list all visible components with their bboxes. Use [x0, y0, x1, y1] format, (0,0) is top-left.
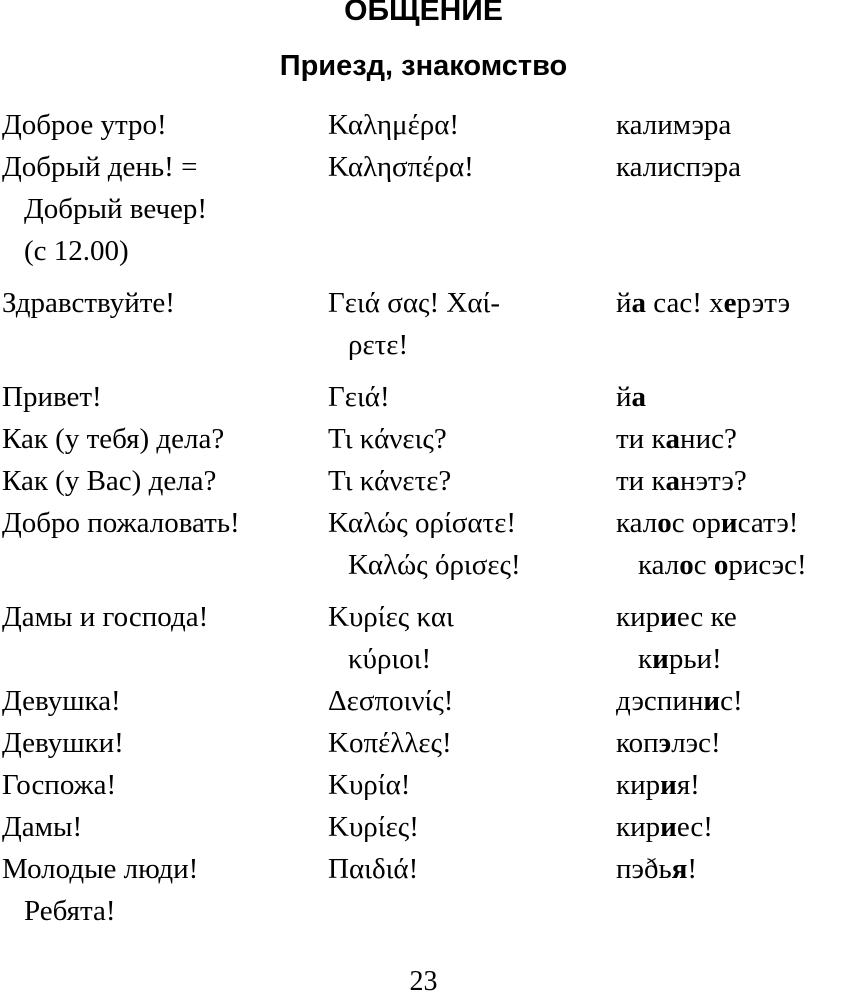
stressed-syllable: и	[660, 811, 677, 843]
transcription-segment: ес ке	[676, 601, 737, 633]
greek-phrase-line: Κοπέλλες!	[328, 727, 452, 759]
transcription	[616, 722, 847, 764]
stressed-syllable: е	[723, 287, 737, 319]
transcription	[616, 502, 847, 586]
transcription-segment: кал	[616, 507, 658, 539]
russian-phrase	[0, 146, 328, 272]
transcription	[616, 848, 847, 932]
transcription-line	[616, 460, 847, 502]
phrase-row	[0, 104, 847, 146]
transcription-segment: я!	[676, 769, 700, 801]
transcription-segment: с	[693, 549, 714, 581]
greek-phrase-line: Καλημέρα!	[328, 109, 460, 141]
transcription-segment: рьи!	[668, 643, 722, 675]
transcription-line	[616, 722, 847, 764]
transcription-segment: с!	[720, 685, 743, 717]
transcription-segment: кал	[638, 549, 680, 581]
russian-phrase-line: Молодые люди!	[2, 853, 199, 885]
russian-phrase	[0, 104, 328, 146]
transcription	[616, 418, 847, 460]
phrase-row	[0, 460, 847, 502]
russian-phrase	[0, 596, 328, 680]
russian-phrase-line: Добро пожаловать!	[2, 507, 240, 539]
greek-phrase	[328, 680, 616, 722]
greek-phrase-line: Τι κάνεις?	[328, 423, 447, 455]
greek-phrase	[328, 764, 616, 806]
transcription-segment: сатэ!	[737, 507, 799, 539]
russian-phrase-line: Ребята!	[24, 895, 116, 927]
transcription-segment: кир	[616, 811, 661, 843]
stressed-syllable: и	[720, 507, 738, 539]
greek-phrase	[328, 722, 616, 764]
transcription-segment: сас! х	[646, 287, 724, 319]
transcription-segment: с ор	[671, 507, 721, 539]
subsection-title: Приезд, знакомство	[279, 50, 568, 82]
stressed-syllable: о	[657, 507, 672, 539]
transcription-line	[616, 638, 847, 680]
russian-phrase-line: Как (у Вас) дела?	[2, 465, 217, 497]
phrase-row	[0, 418, 847, 460]
transcription-line	[616, 544, 847, 586]
phrase-row	[0, 680, 847, 722]
greek-phrase-line: Παιδιά!	[328, 853, 419, 885]
stressed-syllable: э	[658, 727, 672, 759]
phrase-row	[0, 502, 847, 586]
phrase-row	[0, 806, 847, 848]
transcription	[616, 104, 847, 146]
greek-phrase-line: Καλώς όρισες!	[348, 549, 521, 581]
transcription-line	[616, 502, 847, 544]
russian-phrase	[0, 418, 328, 460]
russian-phrase-line: Госпожа!	[2, 769, 117, 801]
phrase-row	[0, 282, 847, 366]
transcription-line	[616, 376, 847, 418]
transcription-line	[616, 282, 847, 324]
phrase-row	[0, 764, 847, 806]
transcription-segment: к	[638, 643, 653, 675]
greek-phrase-line: Δεσποινίς!	[328, 685, 454, 717]
page-number: 23	[409, 966, 438, 997]
russian-phrase-line: (с 12.00)	[24, 235, 129, 267]
russian-phrase-line: Доброе утро!	[2, 109, 167, 141]
transcription-line	[616, 806, 847, 848]
stressed-syllable: и	[660, 601, 677, 633]
transcription-line	[616, 764, 847, 806]
transcription-segment: ти к	[616, 423, 666, 455]
stressed-syllable: а	[665, 423, 681, 455]
transcription-segment: калиспэра	[616, 151, 741, 183]
transcription	[616, 680, 847, 722]
transcription-segment: й	[616, 381, 632, 413]
stressed-syllable: а	[665, 465, 681, 497]
transcription-segment: й	[616, 287, 632, 319]
transcription-segment: кир	[616, 769, 661, 801]
greek-phrase-line: Κυρία!	[328, 769, 411, 801]
phrase-row	[0, 848, 847, 932]
stressed-syllable: о	[679, 549, 694, 581]
transcription	[616, 460, 847, 502]
section-title: ОБЩЕНИЕ	[344, 0, 503, 27]
greek-phrase-line: ρετε!	[348, 329, 409, 361]
greek-phrase-line: κύριοι!	[348, 643, 432, 675]
transcription-segment: нис?	[680, 423, 737, 455]
stressed-syllable: и	[652, 643, 669, 675]
greek-phrase	[328, 104, 616, 146]
russian-phrase-line: Как (у тебя) дела?	[2, 423, 225, 455]
transcription	[616, 764, 847, 806]
greek-phrase	[328, 848, 616, 932]
greek-phrase-line: Γειά!	[328, 381, 390, 413]
transcription-segment: !	[687, 853, 698, 885]
russian-phrase-line: Добрый вечер!	[24, 193, 208, 225]
transcription-segment: дэспин	[616, 685, 704, 717]
transcription-segment: коп	[616, 727, 659, 759]
russian-phrase	[0, 460, 328, 502]
transcription-segment: ес!	[676, 811, 713, 843]
transcription-segment: рисэс!	[728, 549, 807, 581]
transcription-segment: пэðь	[616, 853, 672, 885]
transcription-segment: калимэра	[616, 109, 732, 141]
phrase-row	[0, 376, 847, 418]
russian-phrase	[0, 282, 328, 366]
transcription-segment: кир	[616, 601, 661, 633]
transcription	[616, 376, 847, 418]
russian-phrase-line: Дамы!	[2, 811, 83, 843]
greek-phrase-line: Κυρίες και	[328, 601, 454, 633]
greek-phrase	[328, 418, 616, 460]
stressed-syllable: и	[703, 685, 721, 717]
phrase-table	[0, 104, 847, 932]
stressed-syllable: я	[671, 853, 688, 885]
stressed-syllable: а	[631, 287, 647, 319]
greek-phrase-line: Καλώς ορίσατε!	[328, 507, 517, 539]
transcription-line	[616, 848, 847, 890]
transcription-line	[616, 146, 847, 188]
transcription-segment: лэс!	[671, 727, 721, 759]
greek-phrase-line: Καλησπέρα!	[328, 151, 474, 183]
transcription-line	[616, 596, 847, 638]
transcription-line	[616, 418, 847, 460]
greek-phrase-line: Κυρίες!	[328, 811, 419, 843]
greek-phrase-line: Τι κάνετε?	[328, 465, 452, 497]
stressed-syllable: и	[660, 769, 677, 801]
phrase-row	[0, 722, 847, 764]
stressed-syllable: о	[713, 549, 729, 581]
greek-phrase	[328, 146, 616, 272]
russian-phrase-line: Привет!	[2, 381, 102, 413]
russian-phrase	[0, 680, 328, 722]
russian-phrase-line: Девушка!	[2, 685, 121, 717]
russian-phrase	[0, 722, 328, 764]
russian-phrase-line: Девушки!	[2, 727, 124, 759]
russian-phrase	[0, 764, 328, 806]
transcription-segment: ти к	[616, 465, 666, 497]
russian-phrase	[0, 848, 328, 932]
transcription	[616, 806, 847, 848]
greek-phrase	[328, 806, 616, 848]
greek-phrase	[328, 376, 616, 418]
transcription	[616, 282, 847, 366]
russian-phrase-line: Здравствуйте!	[2, 287, 175, 319]
greek-phrase	[328, 502, 616, 586]
transcription-line	[616, 104, 847, 146]
stressed-syllable: а	[631, 381, 647, 413]
russian-phrase-line: Дамы и господа!	[2, 601, 209, 633]
greek-phrase-line: Γειά σας! Χαί-	[328, 287, 501, 319]
russian-phrase	[0, 502, 328, 586]
greek-phrase	[328, 596, 616, 680]
phrase-row	[0, 596, 847, 680]
russian-phrase	[0, 376, 328, 418]
greek-phrase	[328, 282, 616, 366]
russian-phrase	[0, 806, 328, 848]
transcription	[616, 146, 847, 272]
transcription-segment: нэтэ?	[680, 465, 747, 497]
phrase-row	[0, 146, 847, 272]
transcription	[616, 596, 847, 680]
greek-phrase	[328, 460, 616, 502]
transcription-line	[616, 680, 847, 722]
russian-phrase-line: Добрый день! =	[2, 151, 198, 183]
transcription-segment: рэтэ	[736, 287, 791, 319]
